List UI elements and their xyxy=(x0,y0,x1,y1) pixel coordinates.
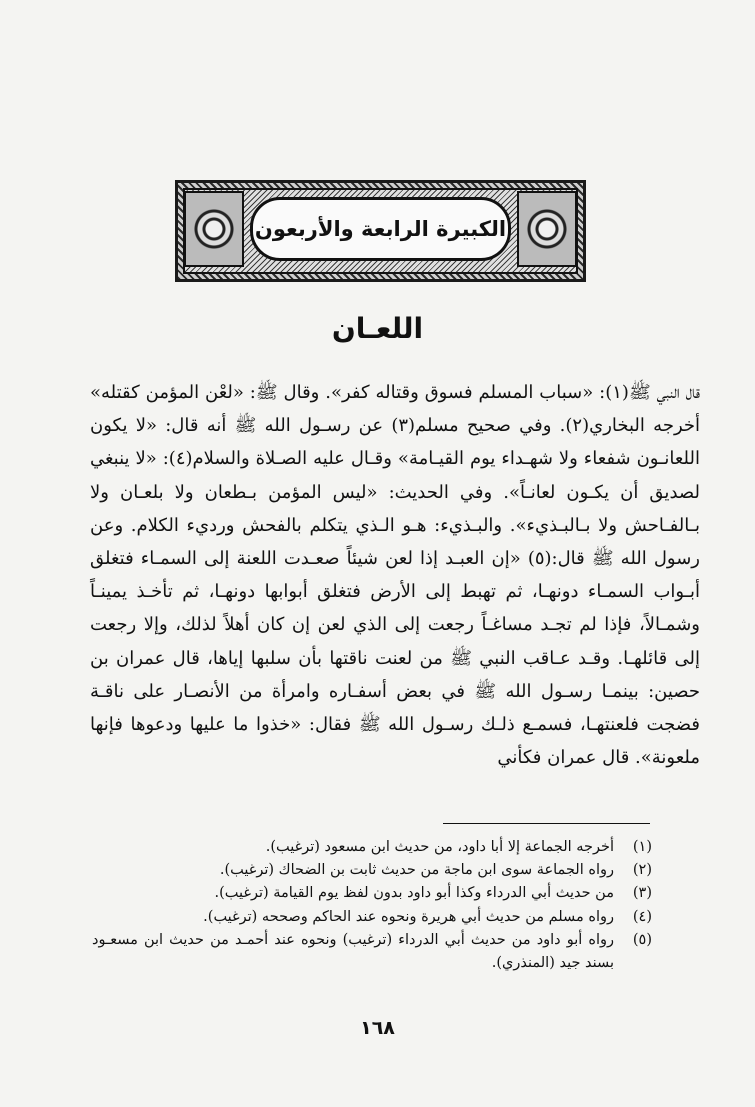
page-number: ١٦٨ xyxy=(360,1017,395,1039)
ornamental-header-frame xyxy=(175,180,586,282)
footnote-text: رواه أبو داود من حديث أبي الدرداء (ترغيب) ونحوه عند أحمـد من حديث ابن مسعـود بسند جيد (المنذري). xyxy=(92,931,614,972)
footnote xyxy=(92,906,652,929)
chapter-title: اللعـان xyxy=(331,312,424,345)
chapter-header-label: الكبيرة الرابعة والأربعون xyxy=(250,197,511,261)
footnote-number: (٣) xyxy=(632,885,652,902)
footnotes-list xyxy=(92,836,652,975)
footnote xyxy=(92,836,652,859)
footnote xyxy=(92,882,652,905)
arabesque-ornament-left xyxy=(184,191,244,267)
footnote-text: أخرجه الجماعة إلا أبا داود، من حديث ابن مسعود (ترغيب). xyxy=(265,839,614,855)
footnote-text: من حديث أبي الدرداء وكذا أبو داود بدون لفظ يوم القيامة (ترغيب). xyxy=(214,885,614,902)
footnote xyxy=(92,859,652,882)
footnote-text: رواه مسلم من حديث أبي هريرة ونحوه عند الحاكم وصححه (ترغيب). xyxy=(203,908,614,925)
footnote-number: (٥) xyxy=(632,931,652,948)
footnote-number: (٤) xyxy=(632,908,652,925)
main-body-text: قال النبي ﷺ(١): «سباب المسلم فسوق وقتاله كفر». وقال ﷺ: «لعْن المؤمن كقتله» أخرجه البخاري(٢). وفي صحيح مسلم(٣) عن رسـول الله ﷺ أنه قال: «لا يكون اللعانـون شفعاء ولا شهـداء يوم القيـامة» وقـال عليه الصـلاة والسلام(٤): «لا ينبغي لصديق أن يكـون لعانـاً». وفي الحديث: «ليس المؤمن بـطعان ولا بلعـان ولا بـالفـاحش ولا بـالبـذيء». والبـذيء: هـو الـذي يتكلم بالفحش ورديء الكلام. وعن رسول الله ﷺ قال:(٥) «إن العبـد إذا لعن شيئاً صعـدت اللعنة إلى السمـاء فتغلق أبـواب السمـاء دونهـا، ثم تهبط إلى الأرض فتغلق أبوابها دونهـا، ثم تأخـذ يمينـاً وشمـالاً، فإذا لم تجـد مساغـاً رجعت إلى الذي لعن إن كان أهلاً لذلك، وإلا رجعت إلى قائلهـا. وقـد عـاقب النبي ﷺ من لعنت ناقتها بأن سلبها إياها، قال عمران بن حصين: بينمـا رسـول الله ﷺ في بعض أسفـاره وامرأة من الأنصـار على ناقـة فضجت فلعنتهـا، فسمـع ذلـك رسـول الله ﷺ فقال: «خذوا ما عليها ودعوها فإنها ملعونة». قال عمران فكأني xyxy=(90,382,701,769)
arabesque-ornament-right xyxy=(517,191,577,267)
footnote xyxy=(92,929,652,975)
footnote-text: رواه الجماعة سوى ابن ماجة من حديث ثابت بن الضحاك (ترغيب). xyxy=(219,862,614,879)
footnote-number: (١) xyxy=(632,839,652,855)
footnote-number: (٢) xyxy=(632,862,652,879)
footnote-separator xyxy=(443,823,650,824)
